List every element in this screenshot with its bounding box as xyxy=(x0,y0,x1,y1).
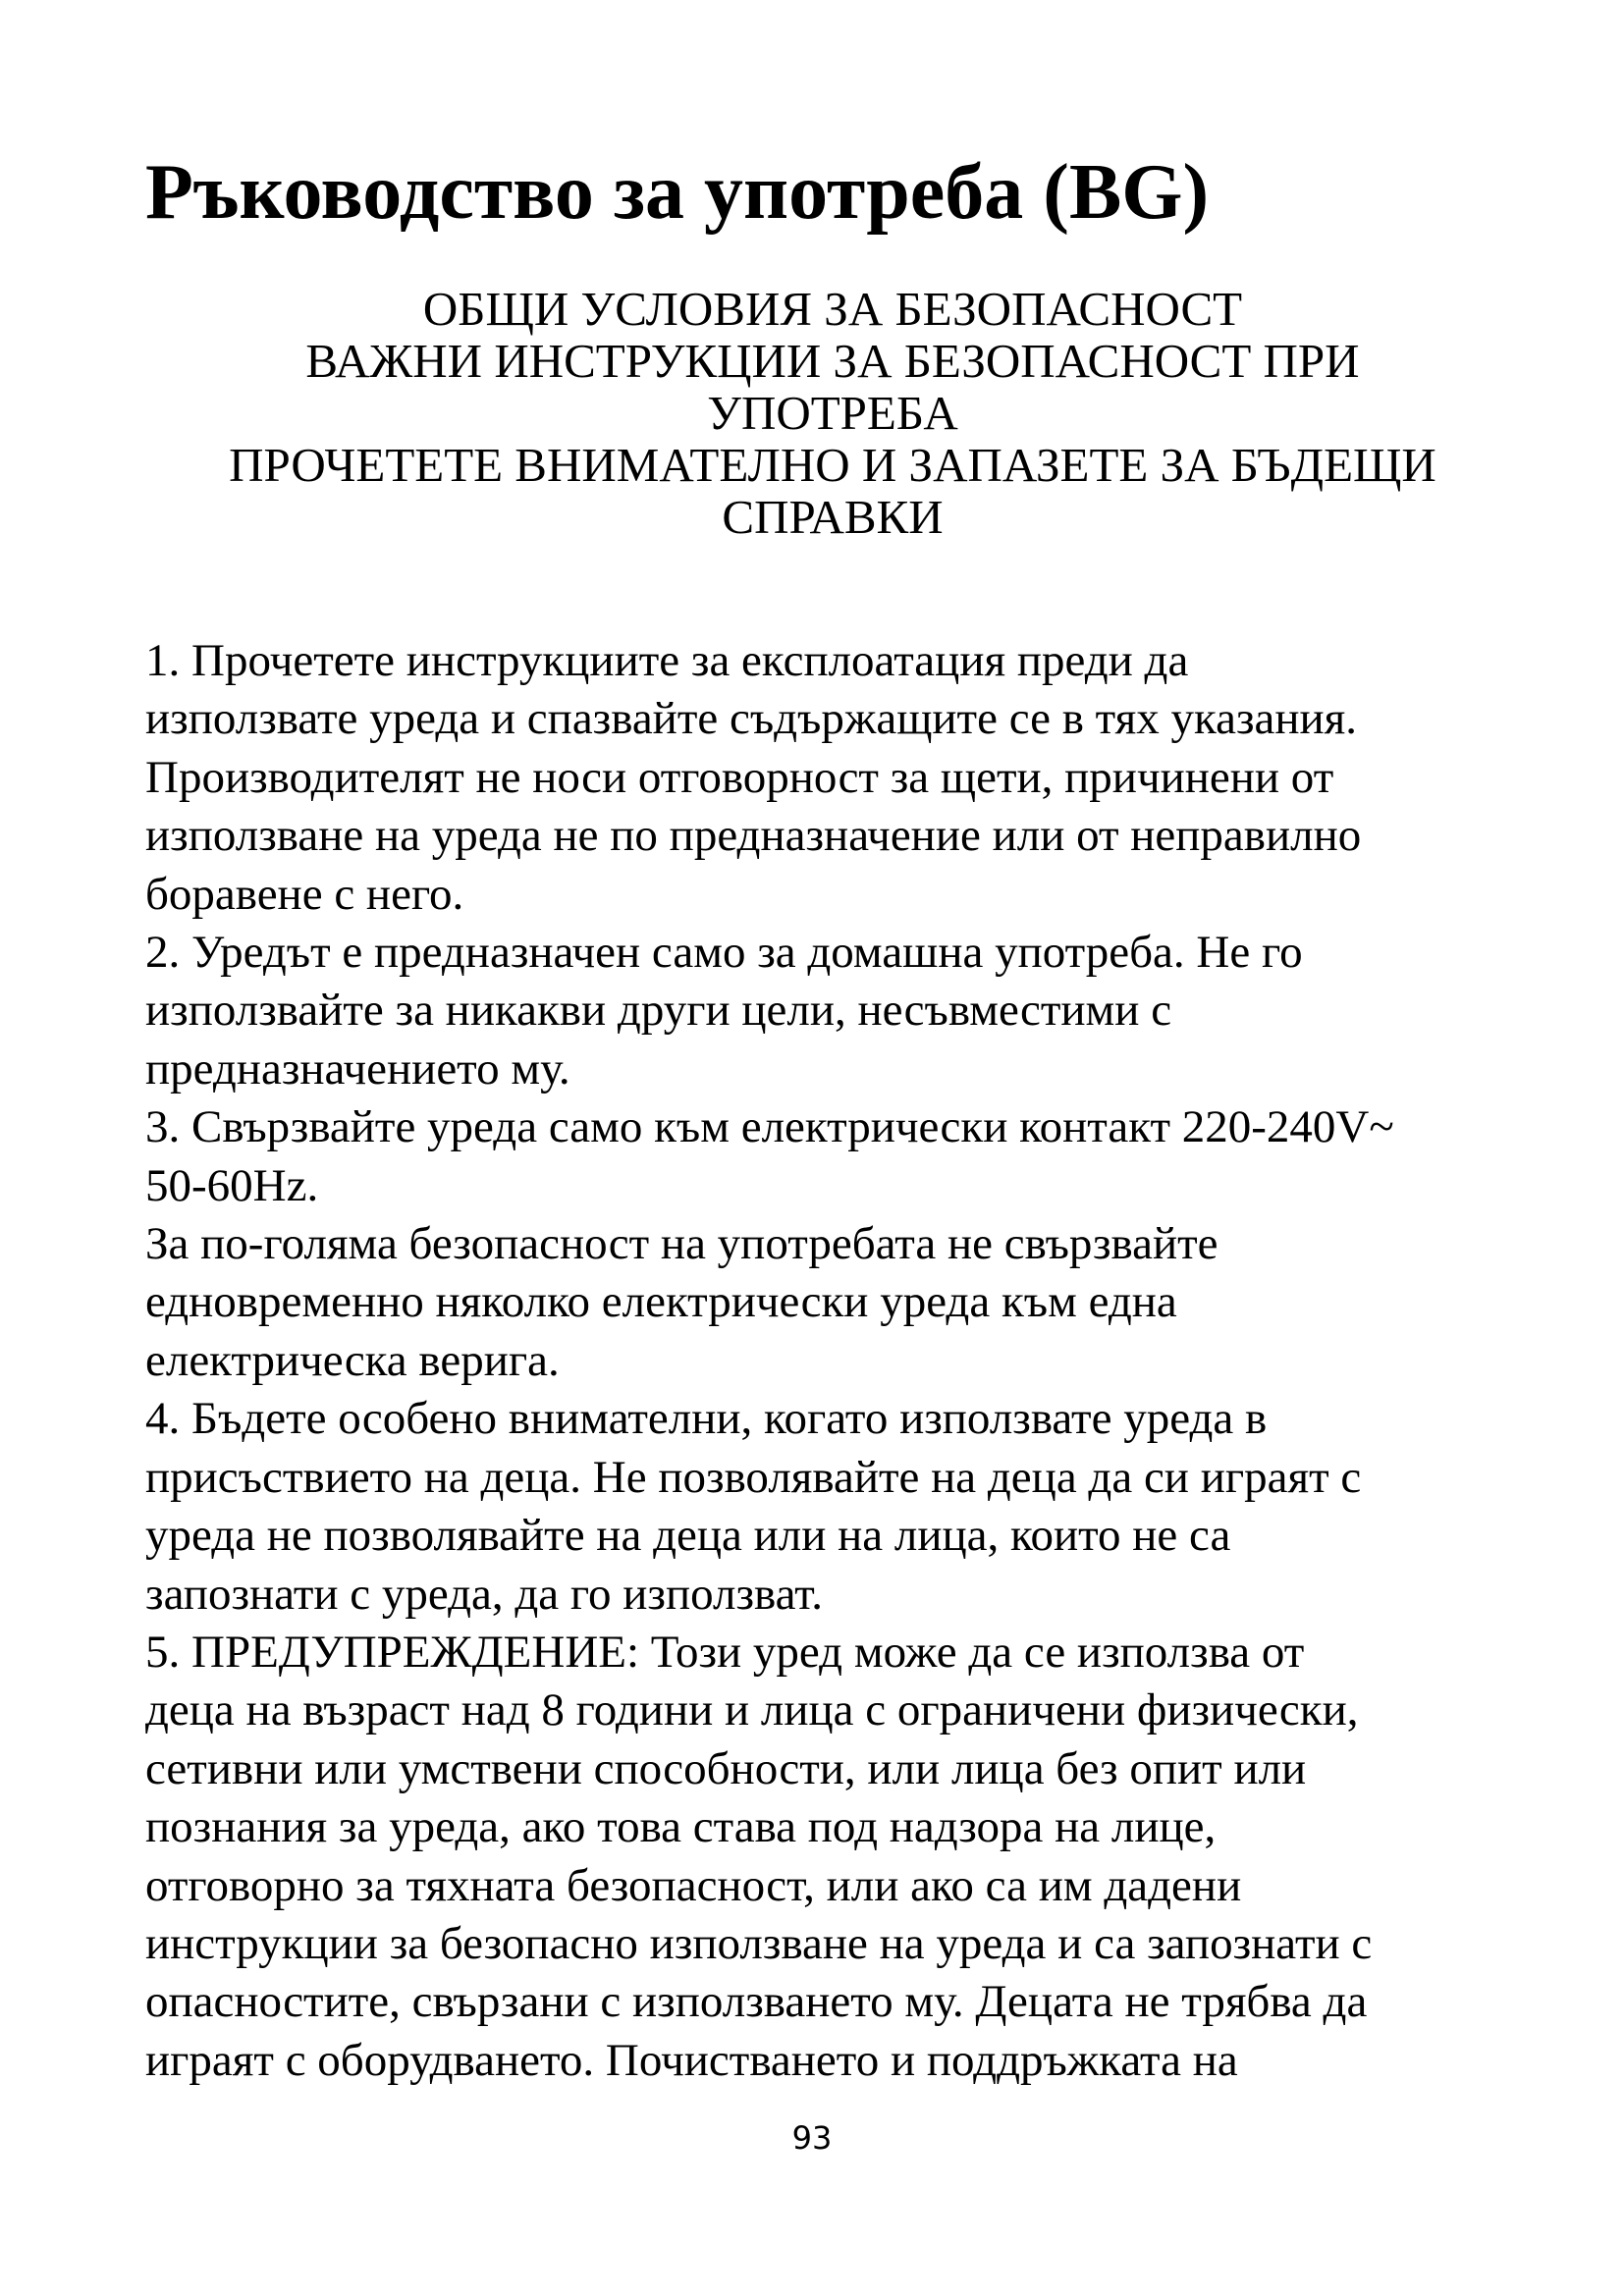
text-line: 2. Уредът е предназначен само за домашна употреба. Не го xyxy=(145,927,1303,979)
text-line: уреда не позволявайте на деца или на лица, които не са xyxy=(145,1510,1231,1562)
page-number: 93 xyxy=(791,2119,833,2157)
text-line: Производителят не носи отговорност за щети, причинени от xyxy=(145,751,1334,803)
text-line: боравене с него. xyxy=(145,868,464,920)
text-line: деца на възраст над 8 години и лица с ограничени физически, xyxy=(145,1684,1359,1736)
page-title: Ръководство за употреба (BG) xyxy=(145,149,1210,236)
text-line: електрическа верига. xyxy=(145,1334,560,1386)
text-line: присъствието на деца. Не позволявайте на деца да си играят с xyxy=(145,1451,1362,1503)
text-line: сетивни или умствени способности, или лица без опит или xyxy=(145,1742,1307,1794)
heading-line: ВАЖНИ ИНСТРУКЦИИ ЗА БЕЗОПАСНОСТ ПРИ xyxy=(305,334,1360,388)
text-line: За по-голяма безопасност на употребата не свързвайте xyxy=(145,1218,1218,1270)
heading-line: ОБЩИ УСЛОВИЯ ЗА БЕЗОПАСНОСТ xyxy=(422,282,1243,336)
text-line: познания за уреда, ако това става под надзора на лице, xyxy=(145,1801,1217,1853)
safety-instructions xyxy=(145,632,1579,2090)
text-line: играят с оборудването. Почистването и поддръжката на xyxy=(145,2034,1238,2086)
text-line: опасностите, свързани с използването му. Децата не трябва да xyxy=(145,1976,1368,2028)
text-line: отговорно за тяхната безопасност, или ако са им дадени xyxy=(145,1859,1242,1911)
heading-line: СПРАВКИ xyxy=(722,490,944,544)
safety-heading xyxy=(145,283,1520,543)
heading-line: УПОТРЕБА xyxy=(707,386,958,440)
text-line: едновременно няколко електрически уреда към една xyxy=(145,1276,1177,1328)
text-line: запознати с уреда, да го използват. xyxy=(145,1568,824,1620)
text-line: 5. ПРЕДУПРЕЖДЕНИЕ: Този уред може да се използва от xyxy=(145,1626,1305,1678)
text-line: 3. Свързвайте уреда само към електрически контакт 220-240V~ xyxy=(145,1101,1394,1153)
text-line: 4. Бъдете особено внимателни, когато използвате уреда в xyxy=(145,1393,1268,1445)
text-line: инструкции за безопасно използване на уреда и са запознати с xyxy=(145,1917,1373,1969)
text-line: предназначението му. xyxy=(145,1042,570,1095)
text-line: 1. Прочетете инструкциите за експлоатация преди да xyxy=(145,635,1189,686)
text-line: използване на уреда не по предназначение или от неправилно xyxy=(145,810,1362,862)
heading-line: ПРОЧЕТЕТЕ ВНИМАТЕЛНО И ЗАПАЗЕТЕ ЗА БЪДЕЩИ xyxy=(229,438,1436,492)
text-line: използвайте за никакви други цели, несъвместими с xyxy=(145,985,1172,1037)
text-line: използвате уреда и спазвайте съдържащите се в тях указания. xyxy=(145,693,1358,745)
text-line: 50-60Hz. xyxy=(145,1159,319,1211)
